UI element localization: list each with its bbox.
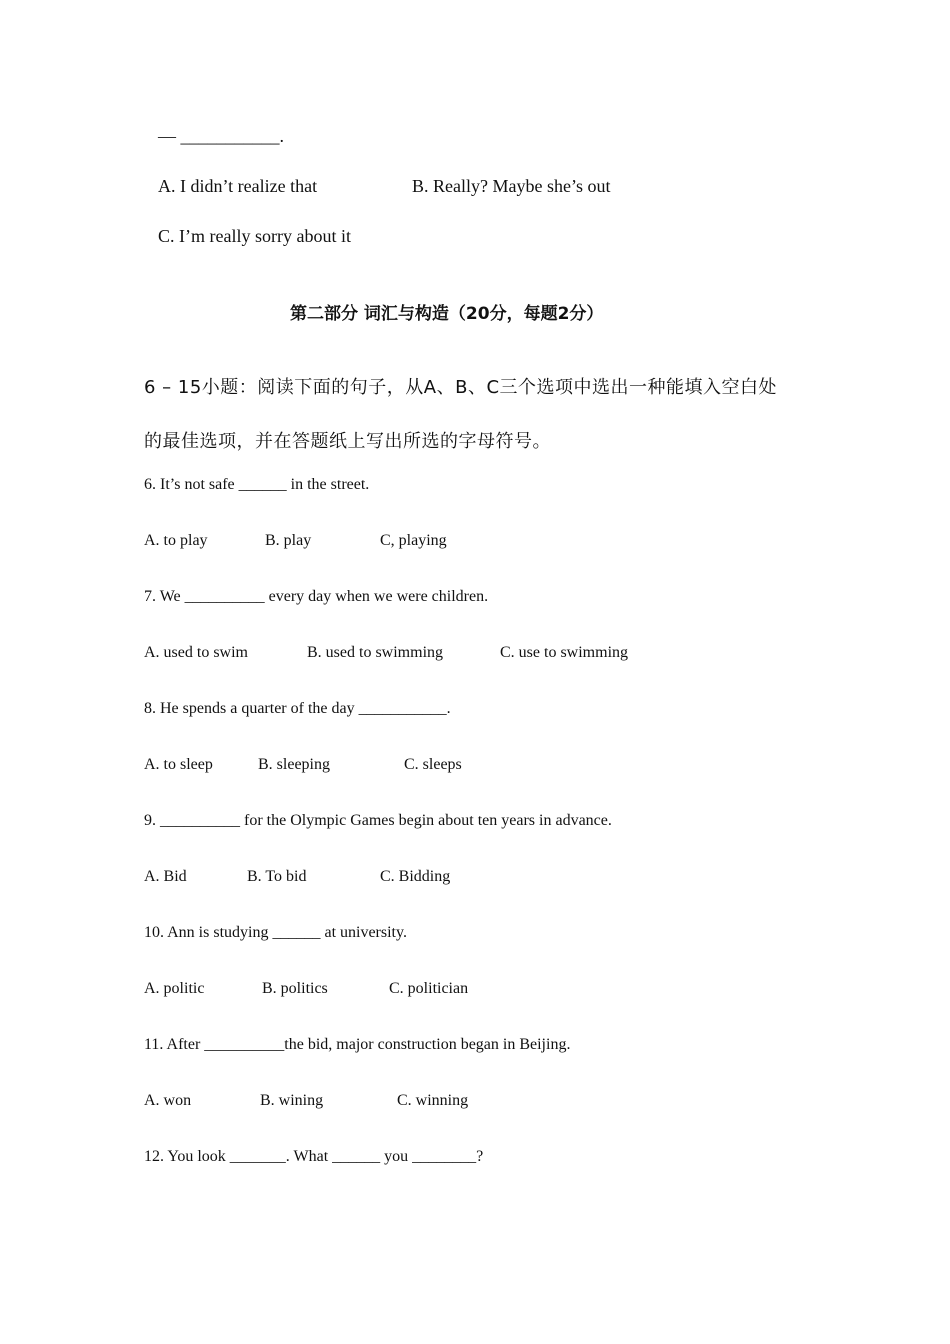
question-10-option-c: C. politician <box>389 980 469 997</box>
question-11-option-a: A. won <box>144 1092 192 1109</box>
question-9-option-a: A. Bid <box>144 868 187 885</box>
question-6-stem: 6. It’s not safe ______ in the street. <box>144 476 370 493</box>
question-10-stem: 10. Ann is studying ______ at university. <box>144 924 407 941</box>
question-6-option-a: A. to play <box>144 532 208 549</box>
question-11-option-b: B. wining <box>260 1092 324 1109</box>
question-10-option-b: B. politics <box>262 980 328 997</box>
question-8-option-c: C. sleeps <box>404 756 462 773</box>
question-8-option-b: B. sleeping <box>258 756 330 773</box>
question-6-option-c: C, playing <box>380 532 447 549</box>
question-9-option-b: B. To bid <box>247 868 307 885</box>
prev-option-a: A. I didn’t realize that <box>158 176 318 196</box>
question-11-stem: 11. After __________the bid, major construction began in Beijing. <box>144 1036 571 1053</box>
prev-option-c: C. I’m really sorry about it <box>158 226 351 246</box>
question-7-stem: 7. We __________ every day when we were children. <box>144 588 489 605</box>
prev-option-b: B. Really? Maybe she’s out <box>412 176 611 196</box>
question-12-stem: 12. You look _______. What ______ you ________? <box>144 1148 484 1165</box>
question-8-option-a: A. to sleep <box>144 756 213 773</box>
instructions-line-2: 的最佳选项，并在答题纸上写出所选的字母符号。 <box>144 431 551 452</box>
section-heading: 第二部分 词汇与构造（20分，每题2分） <box>290 304 604 324</box>
question-8-stem: 8. He spends a quarter of the day ___________. <box>144 700 451 717</box>
instructions-line-1: 6 – 15小题：阅读下面的句子，从A、B、C三个选项中选出一种能填入空白处 <box>144 377 778 398</box>
question-10-option-a: A. politic <box>144 980 205 997</box>
question-6-option-b: B. play <box>265 532 312 549</box>
question-7-option-a: A. used to swim <box>144 644 248 661</box>
question-11-option-c: C. winning <box>397 1092 469 1109</box>
answer-blank-line: — ___________. <box>158 126 284 146</box>
question-7-option-b: B. used to swimming <box>307 644 444 661</box>
question-9-option-c: C. Bidding <box>380 868 451 885</box>
question-9-stem: 9. __________ for the Olympic Games begin about ten years in advance. <box>144 812 612 829</box>
question-7-option-c: C. use to swimming <box>500 644 629 661</box>
